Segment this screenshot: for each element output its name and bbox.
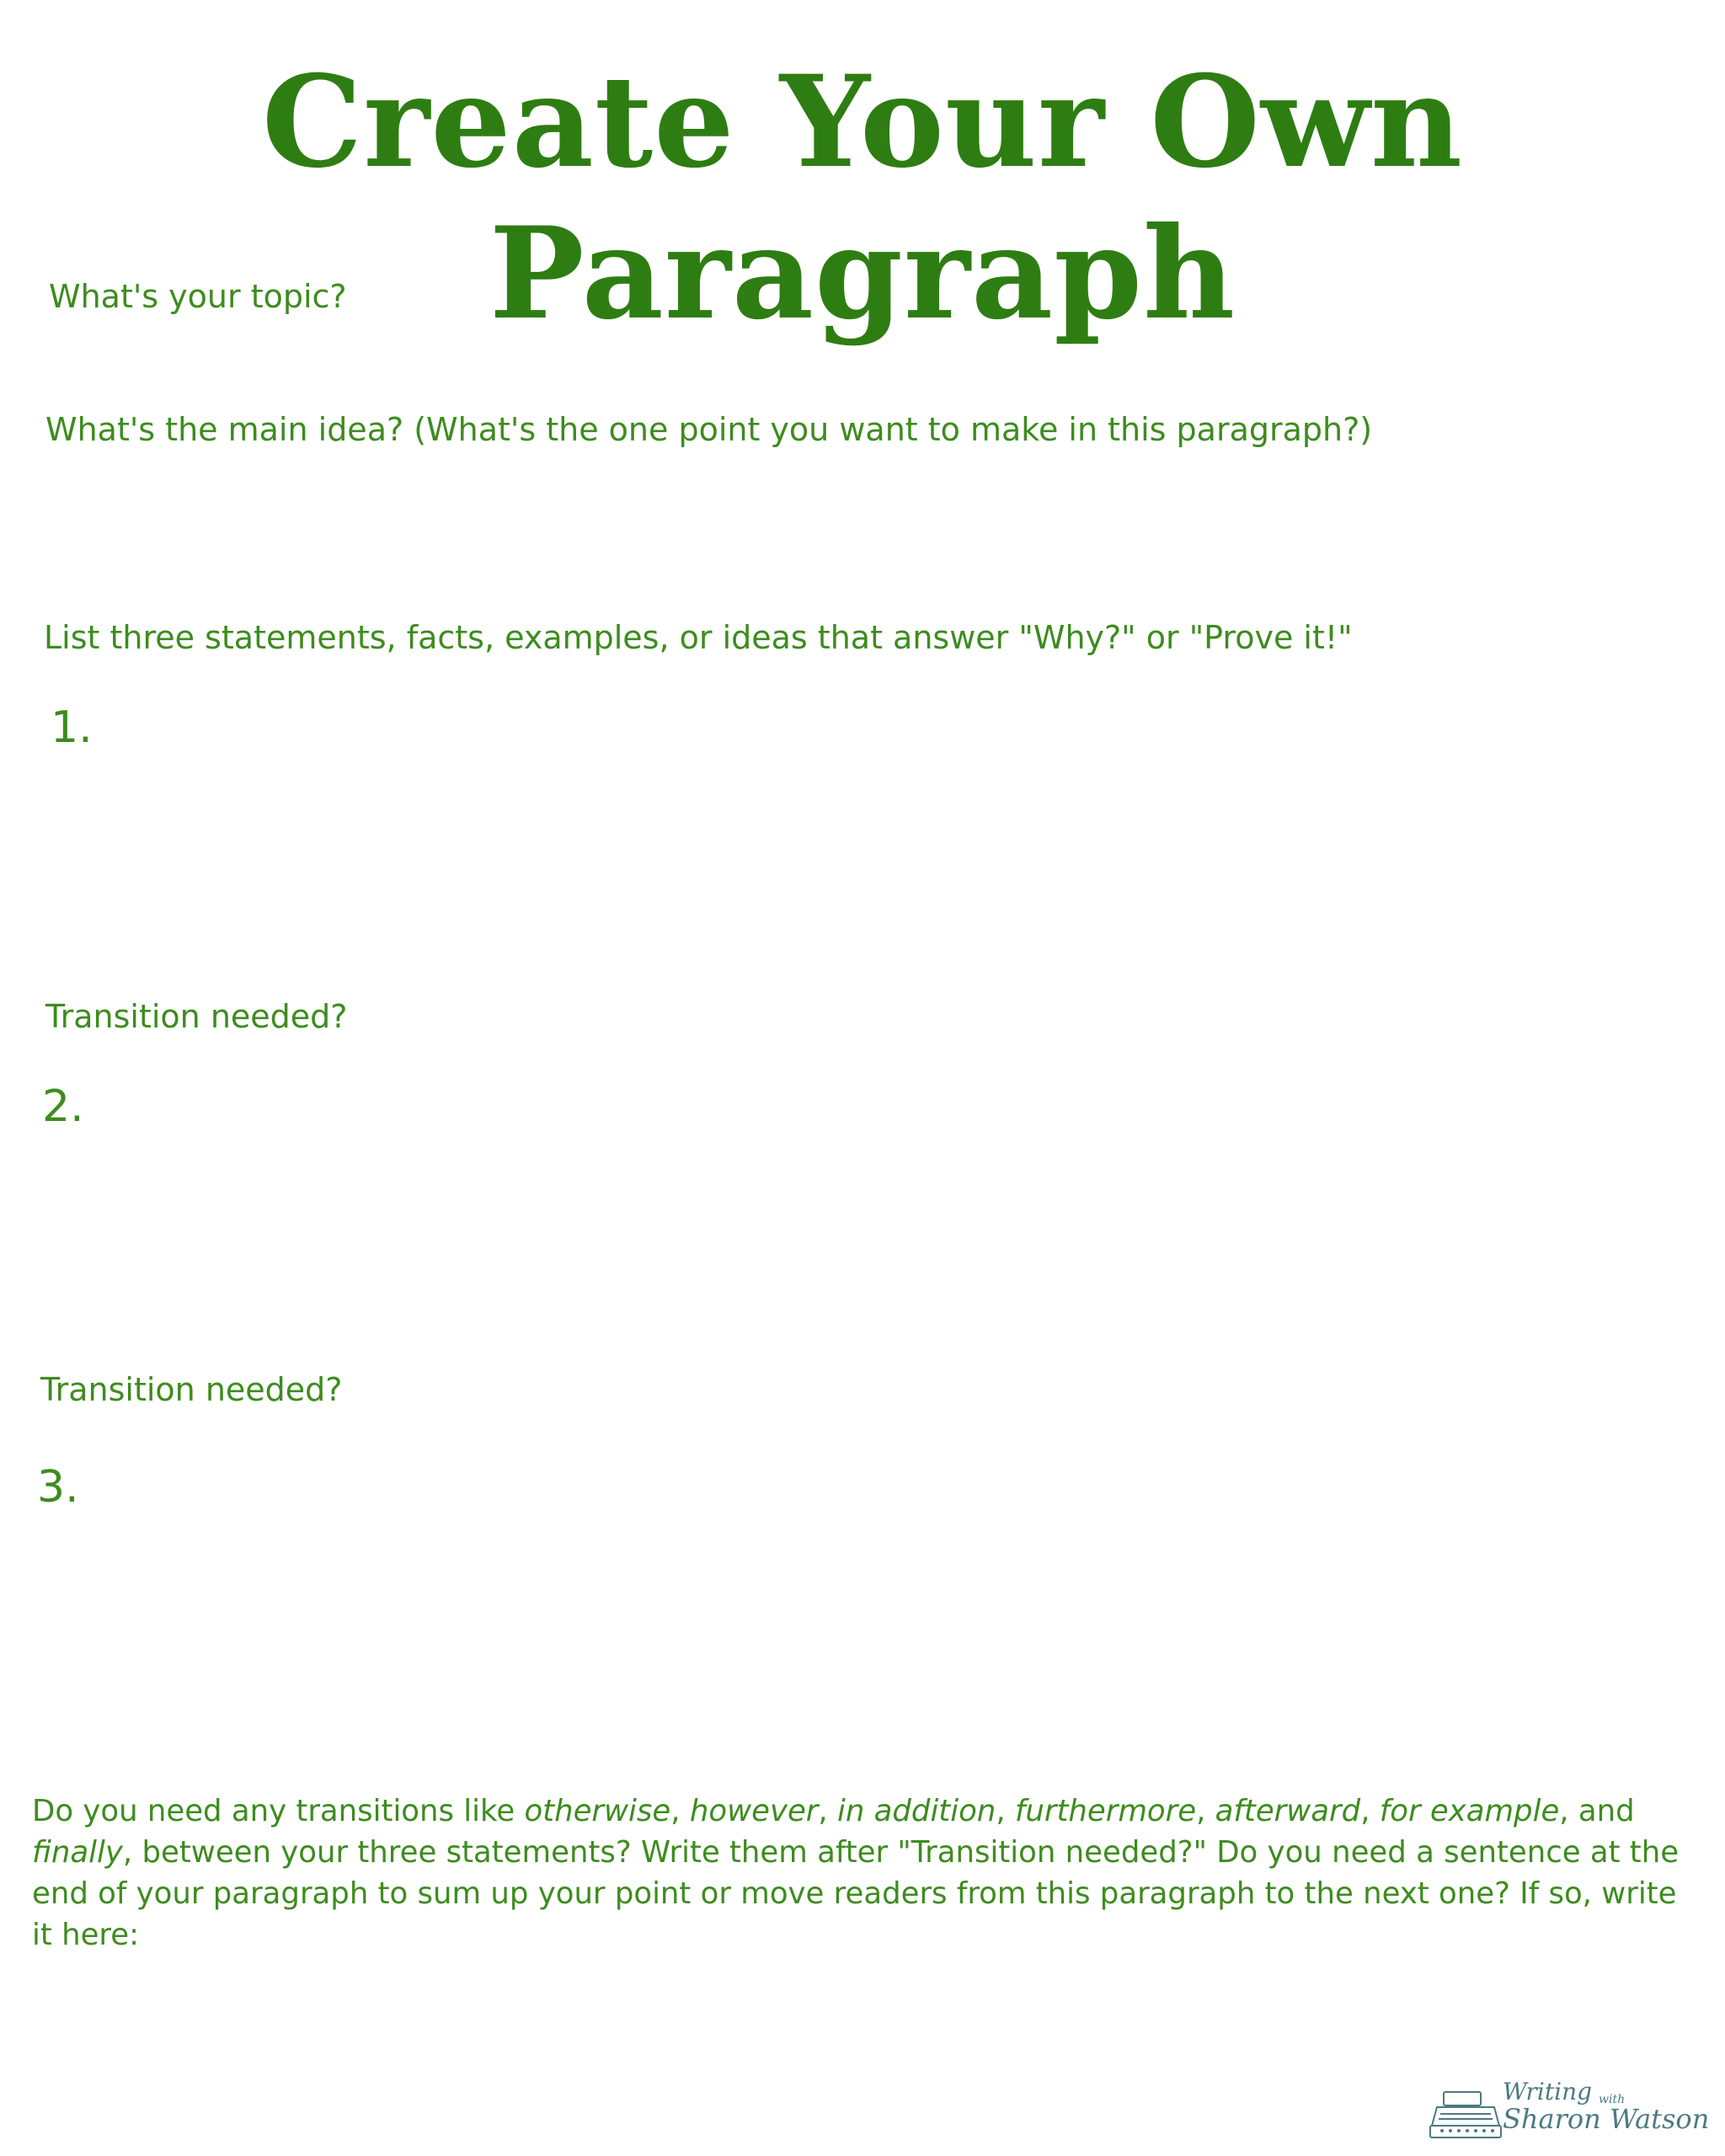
- item-number-3: 3.: [37, 1462, 79, 1513]
- transition-example-furthermore: furthermore: [1014, 1794, 1197, 1828]
- transition-example-however: however: [689, 1794, 819, 1828]
- footer-text-1: Do you need any transitions like: [32, 1794, 525, 1828]
- footer-separator: ,: [996, 1794, 1015, 1828]
- topic-prompt: What's your topic?: [49, 278, 347, 315]
- footer-separator: ,: [1196, 1794, 1215, 1828]
- footer-separator: ,: [818, 1794, 837, 1828]
- footer-separator: ,: [670, 1794, 690, 1828]
- logo-text-writing: Writing: [1503, 2078, 1593, 2105]
- transition-example-afterward: afterward: [1215, 1794, 1361, 1828]
- item-number-2: 2.: [42, 1081, 84, 1132]
- transition-example-otherwise: otherwise: [524, 1794, 671, 1828]
- logo-text-with: with: [1599, 2093, 1626, 2106]
- closing-instructions: [32, 1790, 1683, 1956]
- transition-example-for-example: for example: [1379, 1794, 1560, 1828]
- item-number-1: 1.: [51, 702, 93, 753]
- footer-text-2: , between your three statements? Write them after "Transition needed?" Do you need a sentence at the end of your paragraph to sum up your point or move readers from this paragraph to the next one? If so, write it here:: [32, 1835, 1680, 1952]
- logo-text-sharon-watson: Sharon Watson: [1503, 2103, 1710, 2135]
- writing-with-sharon-watson-logo: [1425, 2080, 1712, 2148]
- footer-separator: ,: [1360, 1794, 1380, 1828]
- transition-prompt-1: Transition needed?: [45, 998, 348, 1035]
- transition-example-in-addition: in addition: [836, 1794, 996, 1828]
- list-prompt: List three statements, facts, examples, or ideas that answer "Why?" or "Prove it!": [44, 619, 1353, 656]
- typewriter-icon: [1425, 2089, 1506, 2143]
- main-idea-prompt: What's the main idea? (What's the one point you want to make in this paragraph?): [45, 411, 1373, 448]
- footer-separator: , and: [1559, 1794, 1635, 1828]
- transition-prompt-2: Transition needed?: [40, 1371, 343, 1408]
- transition-example-finally: finally: [32, 1835, 123, 1870]
- page-title: Create Your Own Paragraph: [261, 48, 1464, 348]
